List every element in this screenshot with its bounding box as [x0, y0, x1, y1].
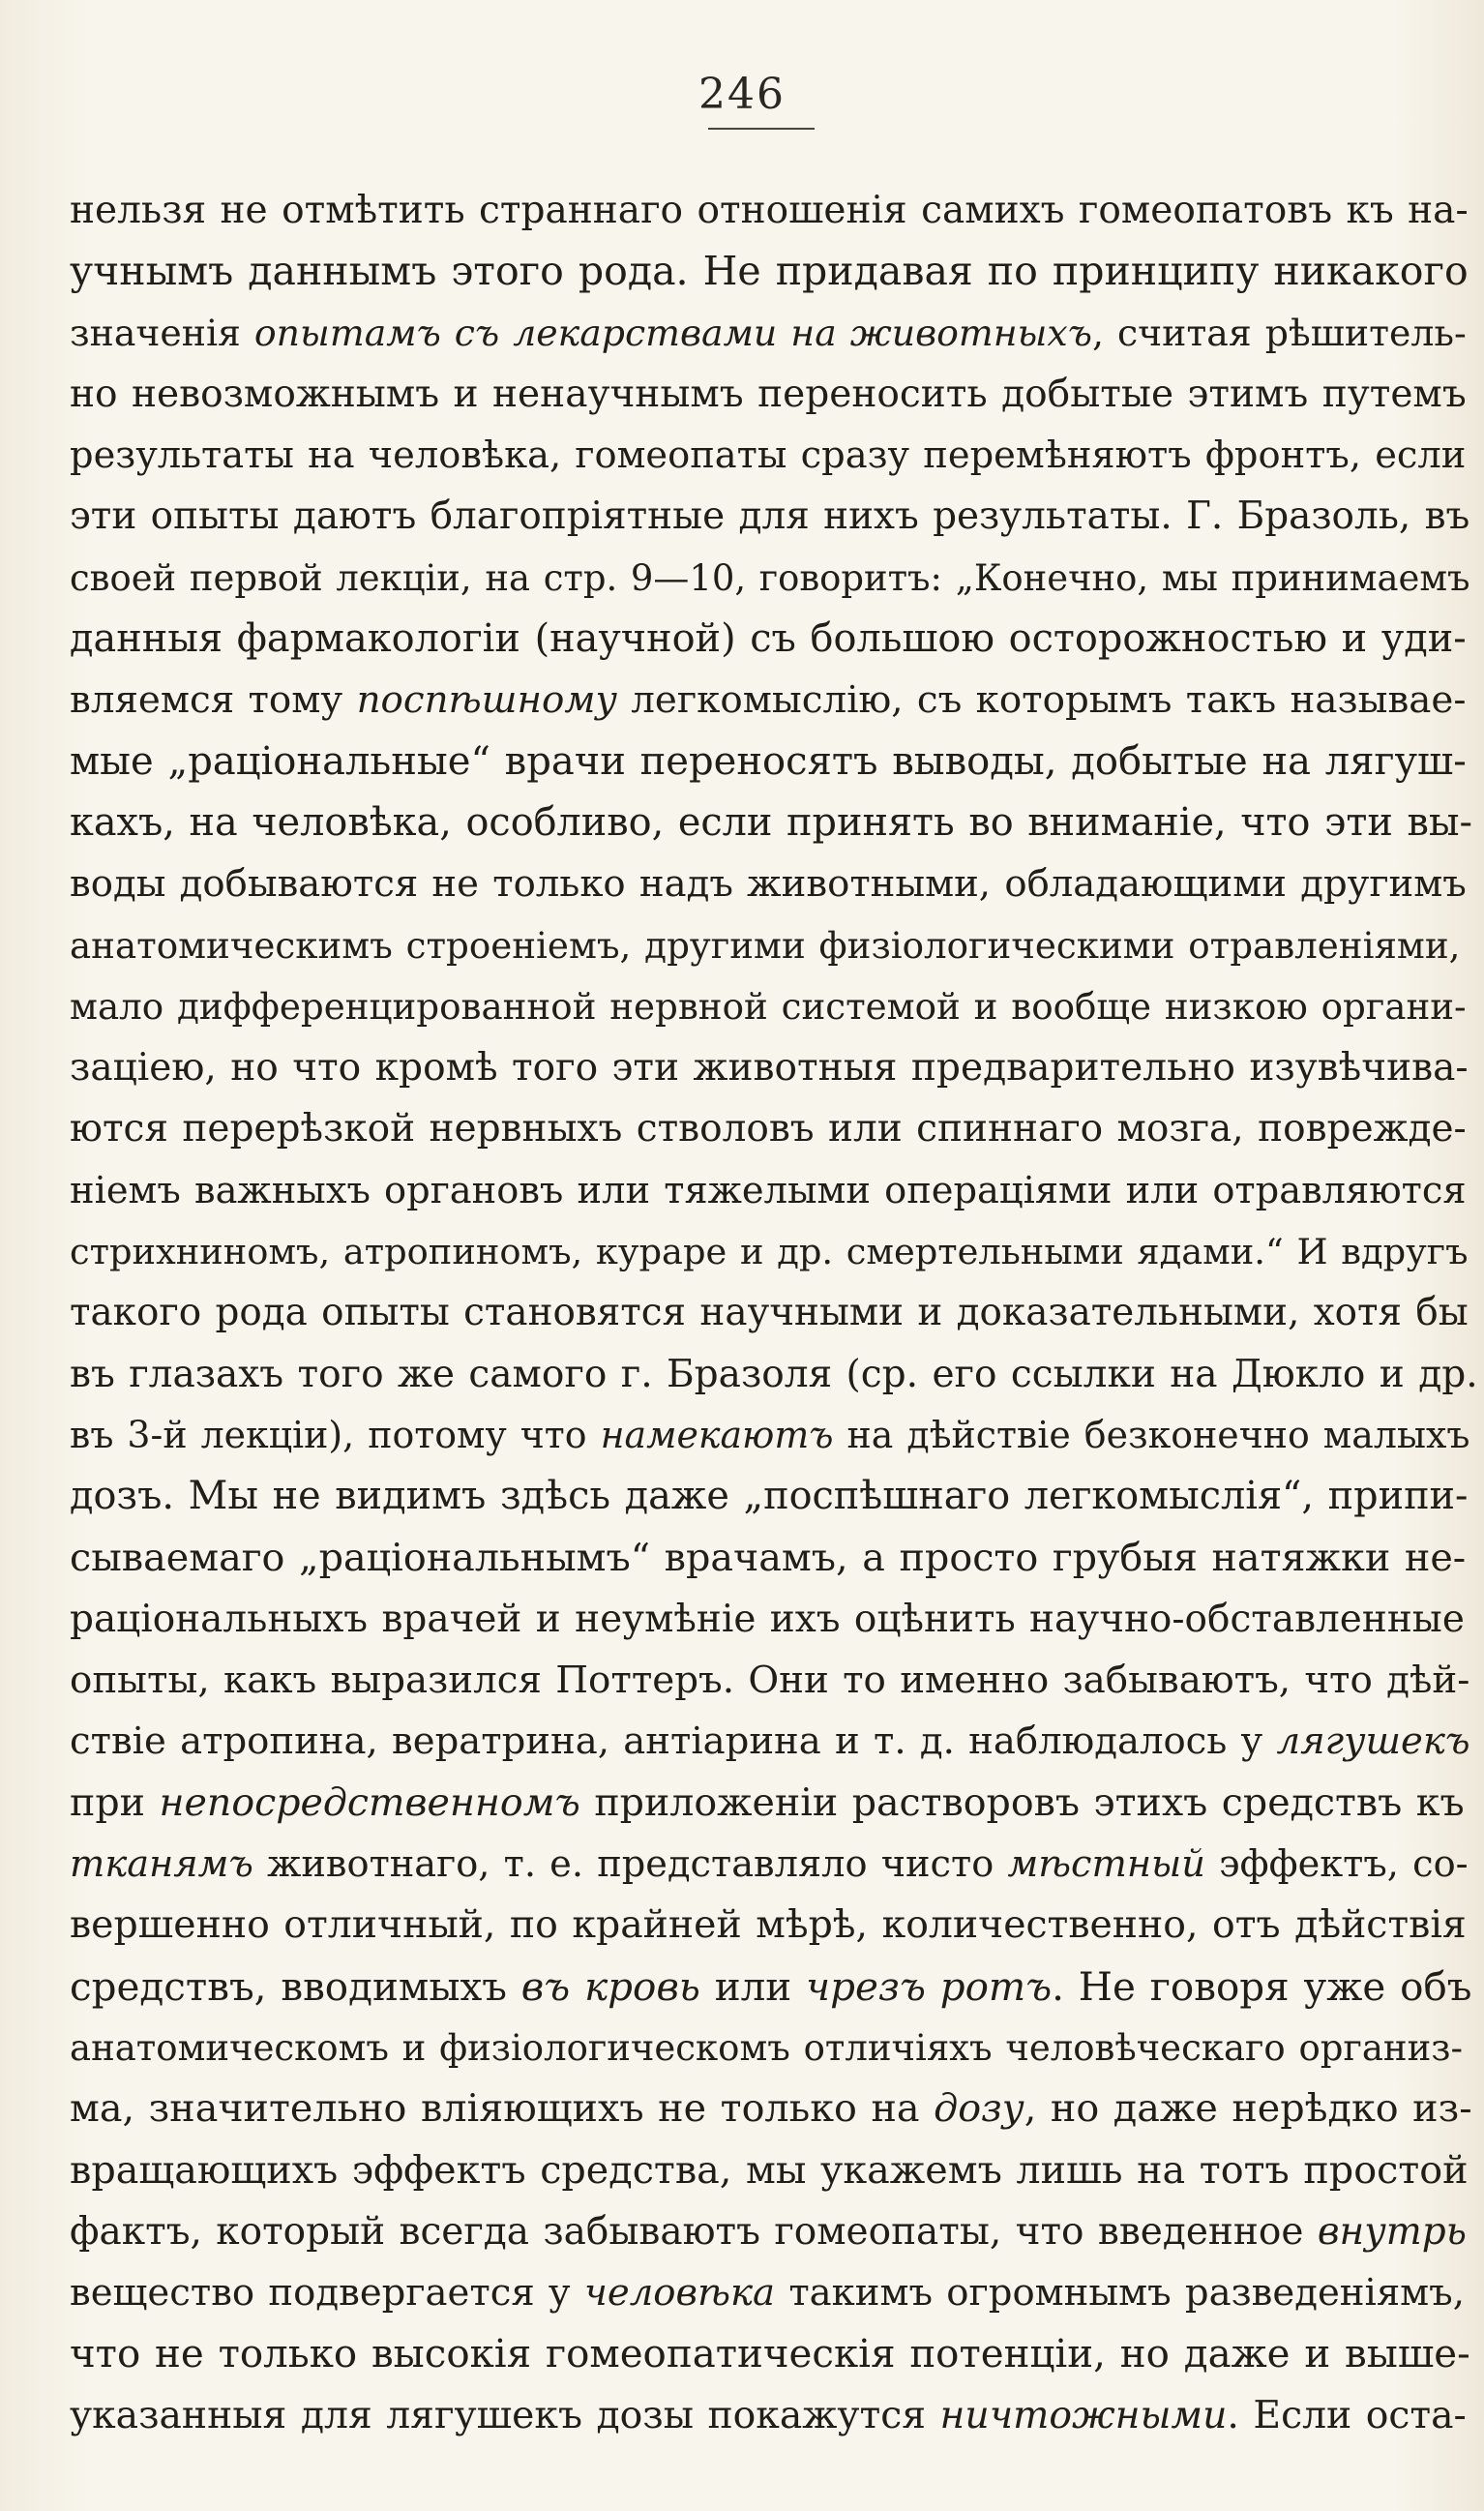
text-segment: дозъ. Мы не видимъ здѣсь даже „поспѣшнаго легкомыслія“, припи-	[70, 1474, 1469, 1519]
text-segment: эти опыты даютъ благопріятные для нихъ результаты. Г. Бразоль, въ	[70, 494, 1470, 539]
italic-text-segment: лягушекъ	[1276, 1719, 1470, 1764]
text-line	[70, 425, 1467, 486]
text-segment: раціональныхъ врачей и неумѣніе ихъ оцѣнить научно-обставленные	[70, 1597, 1465, 1641]
text-segment: сываемаго „раціональнымъ“ врачамъ, а просто грубыя натяжки не-	[70, 1535, 1467, 1580]
text-segment: анатомическомъ и физіологическомъ отличіяхъ человѣческаго организ-	[70, 2026, 1463, 2069]
text-segment: эффектъ, со-	[1204, 1842, 1469, 1887]
text-segment: ма, значительно вліяющихъ не только на	[70, 2086, 935, 2132]
text-line	[70, 2140, 1469, 2201]
text-segment: но невозможнымъ и ненаучнымъ переносить добытые этимъ путемъ	[70, 372, 1467, 416]
text-line	[70, 1037, 1469, 1098]
text-segment: значенія	[70, 311, 254, 354]
text-segment: мало дифференцированной нервной системой и вообще низкою органи-	[70, 984, 1467, 1028]
text-line	[70, 1957, 1472, 2018]
text-segment: ніемъ важныхъ органовъ или тяжелыми операціями или отравляются	[70, 1168, 1467, 1212]
text-line	[70, 853, 1467, 914]
text-segment: въ 3-й лекціи), потому что	[70, 1413, 601, 1456]
italic-text-segment: мѣстный	[1007, 1842, 1205, 1887]
text-segment: на дѣйствіе безконечно малыхъ	[833, 1413, 1470, 1456]
text-segment: результаты на человѣка, гомеопаты сразу перемѣняютъ фронтъ, если	[70, 433, 1467, 478]
text-line	[70, 2262, 1465, 2323]
text-segment: , считая рѣшитель-	[1091, 311, 1467, 354]
text-line	[70, 1834, 1469, 1895]
text-line	[70, 364, 1467, 425]
text-segment: . Не говоря уже объ	[1052, 1962, 1472, 2010]
text-segment: вращающихъ эффектъ средства, мы укажемъ лишь на тотъ простой	[70, 2147, 1469, 2193]
text-segment: стрихниномъ, атропиномъ, кураре и др. смертельными ядами.“ И вдругъ	[70, 1231, 1469, 1273]
text-line	[70, 2018, 1463, 2078]
italic-text-segment: человѣка	[583, 2271, 776, 2316]
text-segment: ются перерѣзкой нервныхъ стволовъ или спиннаго мозга, поврежде-	[70, 1107, 1467, 1151]
text-line	[70, 1528, 1467, 1589]
text-line	[70, 1098, 1467, 1159]
text-segment: животнаго, т. е. представляло чисто	[252, 1842, 1008, 1887]
text-line	[70, 915, 1461, 976]
text-segment: воды добываются не только надъ животными, обладающими другимъ	[70, 862, 1467, 907]
text-line	[70, 670, 1467, 731]
text-segment: вершенно отличный, по крайней мѣрѣ, количественно, отъ дѣйствія	[70, 1902, 1467, 1948]
italic-text-segment: поспѣшному	[356, 678, 617, 723]
text-line	[70, 303, 1467, 364]
text-segment: или	[699, 1962, 807, 2010]
text-segment: , но даже нерѣдко из-	[1024, 2086, 1472, 2132]
italic-text-segment: въ кровь	[520, 1962, 700, 2010]
italic-text-segment: опытамъ съ лекарствами на животныхъ	[253, 311, 1092, 354]
text-segment: въ глазахъ того же самого г. Бразоля (ср. его ссылки на Дюкло и др.	[70, 1352, 1478, 1396]
text-segment: указанныя для лягушекъ дозы покажутся	[70, 2393, 940, 2437]
text-line	[70, 1344, 1478, 1405]
text-line	[70, 1282, 1469, 1343]
italic-text-segment: намекаютъ	[600, 1413, 834, 1456]
italic-text-segment: ничтожными	[939, 2393, 1228, 2437]
text-line	[70, 1160, 1467, 1221]
body-text	[70, 180, 1478, 2446]
text-segment: анатомическимъ строеніемъ, другими физіологическими отравленіями,	[70, 923, 1461, 967]
text-segment: такимъ огромнымъ разведеніямъ,	[775, 2271, 1465, 2316]
text-segment: ствіе атропина, вератрина, антіарина и т. д. наблюдалось у	[70, 1719, 1277, 1764]
text-line	[70, 2323, 1470, 2384]
text-line	[70, 548, 1470, 609]
text-segment: опыты, какъ выразился Поттеръ. Они то именно забываютъ, что дѣй-	[70, 1659, 1470, 1703]
text-line	[70, 486, 1470, 547]
text-line	[70, 792, 1472, 853]
page-number-underline	[708, 128, 815, 130]
text-line	[70, 976, 1467, 1037]
italic-text-segment: тканямъ	[70, 1842, 253, 1887]
text-line	[70, 2078, 1472, 2139]
text-line	[70, 609, 1467, 670]
text-line	[70, 1221, 1469, 1282]
text-line	[70, 1650, 1470, 1711]
text-segment: мые „раціональные“ врачи переносятъ выводы, добытые на лягуш-	[70, 738, 1467, 784]
text-segment: данныя фармакологіи (научной) съ большою осторожностью и уди-	[70, 616, 1467, 662]
text-line	[70, 2201, 1467, 2262]
text-line	[70, 1466, 1469, 1527]
text-segment: вещество подвергается у	[70, 2271, 584, 2316]
text-segment: фактъ, который всегда забываютъ гомеопаты, что введенное	[70, 2209, 1318, 2254]
italic-text-segment: непосредственномъ	[159, 1779, 580, 1825]
text-segment: что не только высокія гомеопатическія потенціи, но даже и выше-	[70, 2331, 1470, 2377]
text-segment: вляемся тому	[70, 678, 357, 723]
text-line	[70, 241, 1469, 302]
text-segment: такого рода опыты становятся научными и доказательными, хотя бы	[70, 1291, 1469, 1335]
text-segment: . Если оста-	[1227, 2393, 1467, 2437]
text-segment: учнымъ даннымъ этого рода. Не придавая по принципу никакого	[70, 248, 1469, 295]
text-segment: заціею, но что кромѣ того эти животныя предварительно изувѣчива-	[70, 1046, 1469, 1091]
italic-text-segment: дозу	[934, 2086, 1024, 2132]
italic-text-segment: внутрь	[1317, 2209, 1467, 2254]
italic-text-segment: чрезъ ротъ	[806, 1962, 1053, 2010]
text-line	[70, 1773, 1465, 1834]
text-segment: средствъ, вводимыхъ	[70, 1962, 521, 2010]
text-line	[70, 2385, 1467, 2446]
text-line	[70, 1405, 1470, 1466]
text-line	[70, 180, 1469, 241]
page-number: 246	[698, 70, 786, 119]
text-segment: нельзя не отмѣтить страннаго отношенія самихъ гомеопатовъ къ на-	[70, 189, 1469, 232]
text-segment: своей первой лекціи, на стр. 9—10, говоритъ: „Конечно, мы принимаемъ	[70, 556, 1470, 599]
text-segment: приложеніи растворовъ этихъ средствъ къ	[579, 1779, 1465, 1825]
text-line	[70, 1711, 1470, 1772]
text-segment: легкомыслію, съ которымъ такъ называе-	[616, 678, 1467, 723]
text-line	[70, 732, 1467, 792]
text-line	[70, 1895, 1467, 1956]
text-segment: при	[70, 1779, 160, 1825]
text-segment: кахъ, на человѣка, особливо, если принять во вниманіе, что эти вы-	[70, 799, 1472, 845]
text-line	[70, 1589, 1465, 1650]
